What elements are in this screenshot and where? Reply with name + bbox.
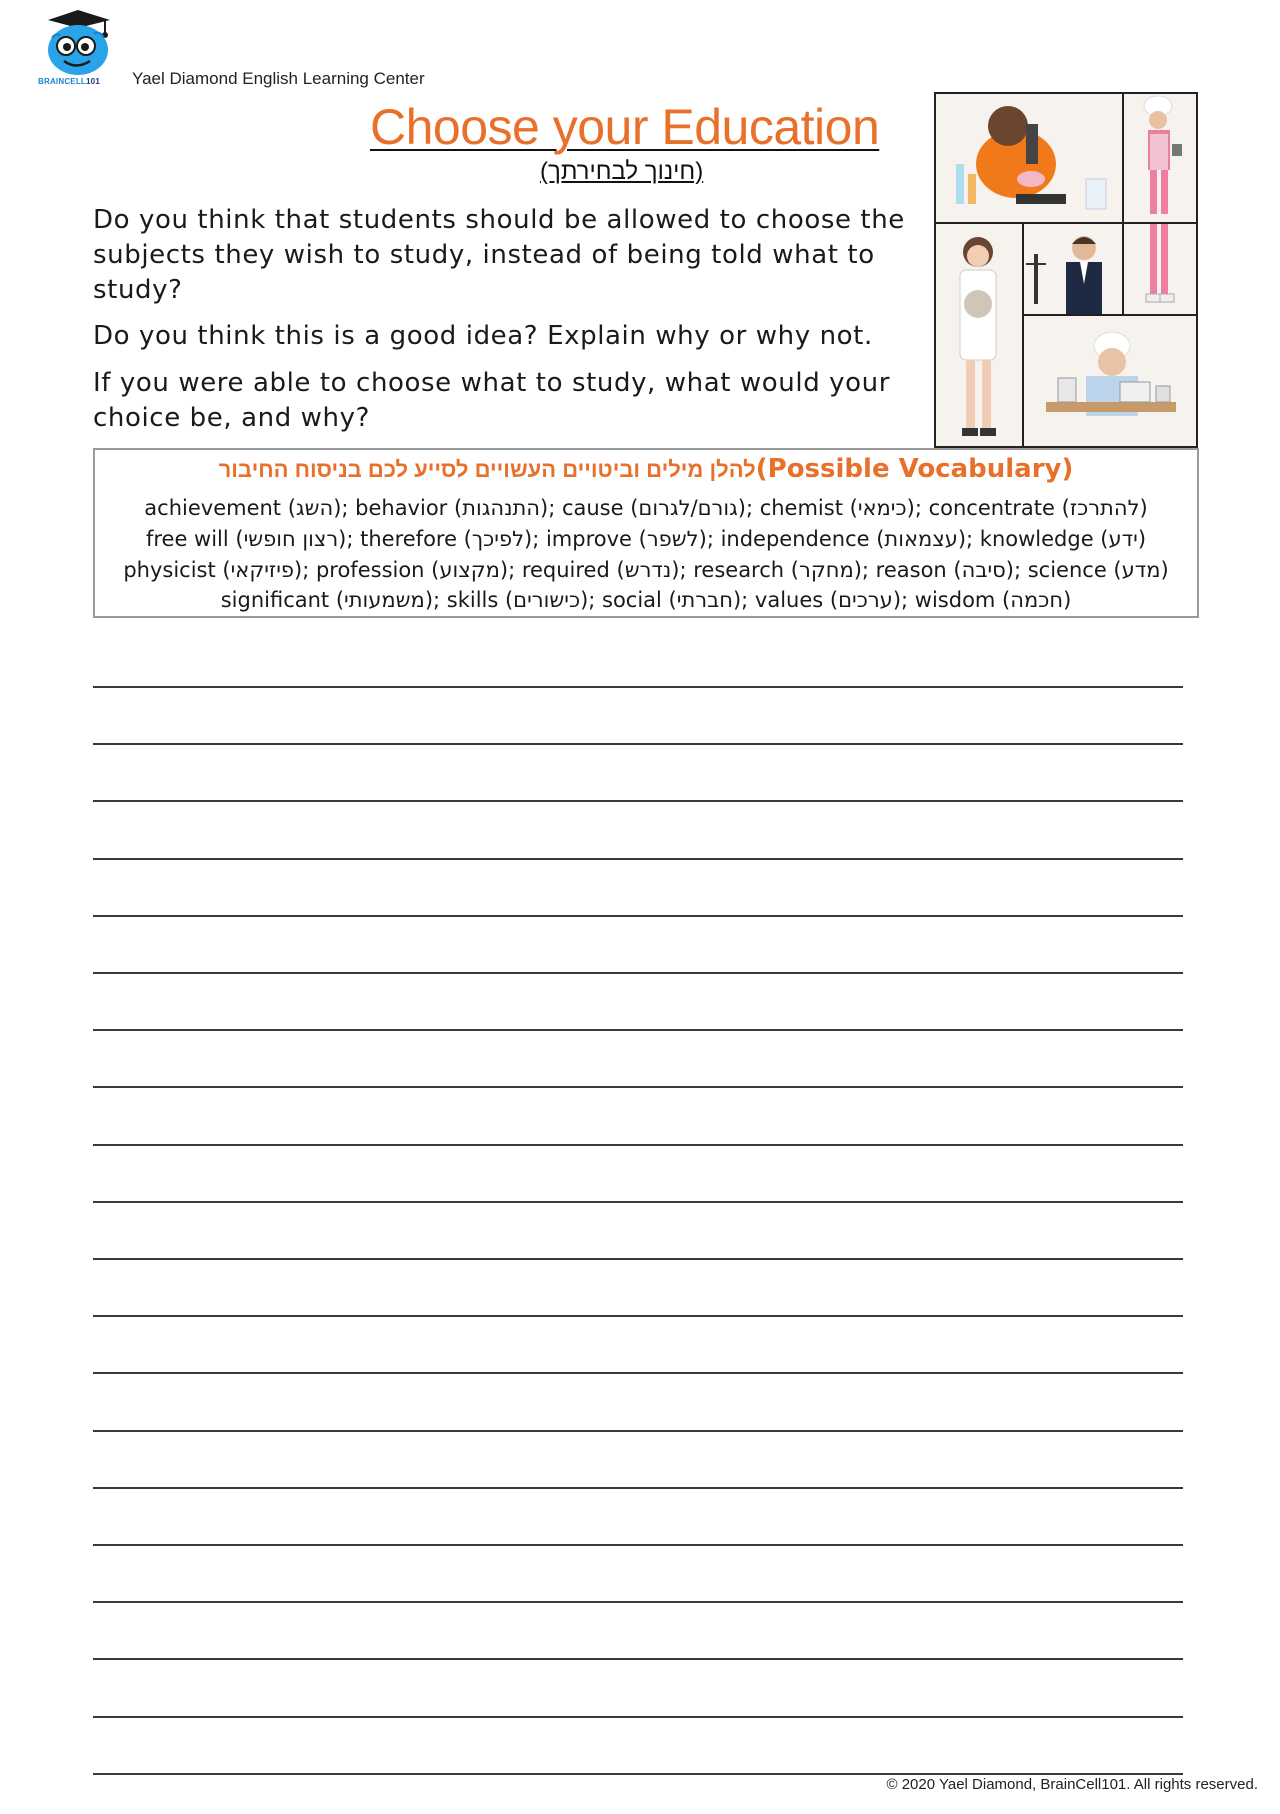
writing-line[interactable] bbox=[93, 858, 1183, 860]
writing-line[interactable] bbox=[93, 1029, 1183, 1031]
writing-line[interactable] bbox=[93, 915, 1183, 917]
scientist-photo bbox=[936, 94, 1122, 222]
brand-wordmark: BRAINCELL101 bbox=[38, 77, 100, 86]
doctor-photo bbox=[936, 224, 1022, 446]
writing-line[interactable] bbox=[93, 1601, 1183, 1603]
vocabulary-line-4: significant (משמעותי); skills (כישורים); social (חברתי); values (ערכים); wisdom (חכמה) bbox=[220, 588, 1072, 612]
braincell-logo bbox=[38, 8, 118, 86]
prompt-question-1: Do you think that students should be allowed to choose the subjects they wish to study, instead of being told what to study? bbox=[93, 205, 905, 305]
writing-line[interactable] bbox=[93, 1716, 1183, 1718]
writing-line[interactable] bbox=[93, 1086, 1183, 1088]
writing-line[interactable] bbox=[93, 743, 1183, 745]
writing-line[interactable] bbox=[93, 972, 1183, 974]
page-title: Choose your Education bbox=[370, 99, 880, 155]
vocabulary-box bbox=[93, 448, 1199, 618]
vocabulary-line-3: physicist (פיזיקאי); profession (מקצוע); required (נדרש); research (מחקר); reason (סיבה); science (מדע) bbox=[123, 558, 1169, 582]
writing-line[interactable] bbox=[93, 800, 1183, 802]
writing-line[interactable] bbox=[93, 1144, 1183, 1146]
writing-line[interactable] bbox=[93, 1658, 1183, 1660]
writing-line[interactable] bbox=[93, 1201, 1183, 1203]
chef-photo bbox=[1124, 94, 1196, 222]
vocabulary-line-2: free will (רצון חופשי); therefore (לפיכך); improve (לשפר); independence (עצמאות); knowledge (ידע) bbox=[145, 527, 1147, 551]
vocabulary-heading-english: (Possible Vocabulary) bbox=[755, 454, 1074, 484]
writing-line[interactable] bbox=[93, 1544, 1183, 1546]
copyright-footer: © 2020 Yael Diamond, BrainCell101. All rights reserved. bbox=[886, 1776, 1258, 1793]
vocabulary-heading bbox=[95, 454, 1197, 484]
lawyer-photo bbox=[1024, 224, 1122, 314]
careers-photo-collage bbox=[934, 92, 1198, 448]
page-subtitle-hebrew: (חינוך לבחירתך) bbox=[540, 158, 704, 185]
writing-line[interactable] bbox=[93, 1315, 1183, 1317]
architect-photo bbox=[1024, 316, 1196, 446]
writing-line[interactable] bbox=[93, 1258, 1183, 1260]
writing-line[interactable] bbox=[93, 1773, 1183, 1775]
chef-photo-lower bbox=[1124, 224, 1196, 314]
writing-line[interactable] bbox=[93, 1372, 1183, 1374]
prompt-question-3: If you were able to choose what to study, what would your choice be, and why? bbox=[93, 368, 891, 433]
writing-line[interactable] bbox=[93, 1487, 1183, 1489]
vocabulary-heading-hebrew: להלן מילים וביטויים העשויים לסייע לכם בניסוח החיבור bbox=[218, 457, 756, 482]
center-name: Yael Diamond English Learning Center bbox=[132, 69, 425, 88]
writing-line[interactable] bbox=[93, 1430, 1183, 1432]
vocabulary-line-1: achievement (השג); behavior (התנהגות); cause (גורם/לגרום); chemist (כימאי); concentrate (להתרכז) bbox=[144, 496, 1148, 520]
prompt-question-2: Do you think this is a good idea? Explain why or why not. bbox=[93, 321, 873, 351]
writing-line[interactable] bbox=[93, 686, 1183, 688]
brain-mascot-icon bbox=[38, 8, 118, 78]
